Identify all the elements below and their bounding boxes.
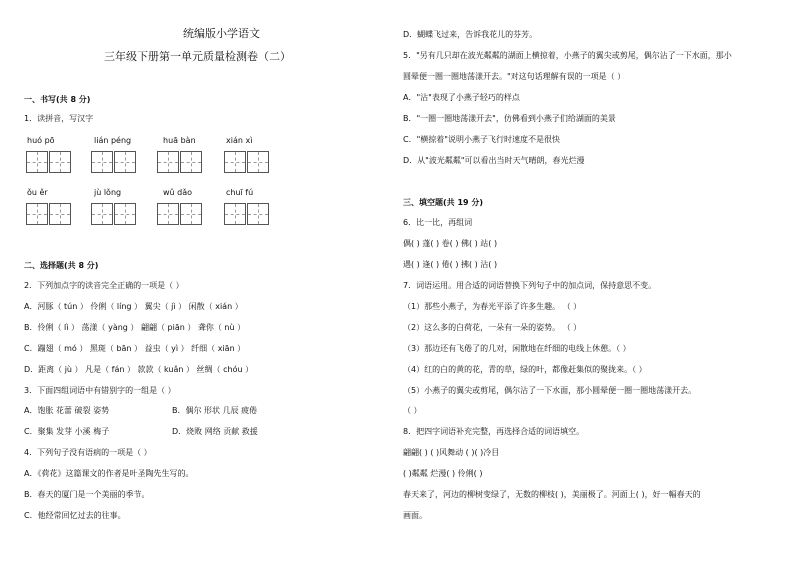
pinyin-2: lián péng [94,136,132,145]
q8-row1[interactable]: 翩翩( ) ( )风舞动 ( )( )冷目 [403,448,500,457]
q7-item-1[interactable]: （1）那些小燕子，为春光平添了许多生趣。 （ ） [403,302,582,311]
question-5-line2: 圆晕便一圈一圈地荡漾开去。"对这句话理解有误的一项是（ ） [403,72,626,81]
writing-box-6[interactable] [91,203,136,225]
q5-option-b[interactable]: B．"一圈一圈地荡漾开去"，仿佛看到小燕子们给湖面的美景 [403,114,616,123]
q4-option-c[interactable]: C．他经常回忆过去的往事。 [24,511,126,520]
question-4: 4．下列句子没有语病的一项是（ ） [24,448,152,457]
writing-box-2[interactable] [91,151,136,173]
q5-option-a[interactable]: A．"沾"表现了小燕子轻巧的样点 [403,93,520,102]
title-line2: 三年级下册第一单元质量检测卷（二） [104,50,291,63]
q3-option-d[interactable]: D．烧败 网络 贡献 救援 [172,427,258,436]
q2-option-a[interactable]: A．河豚（ tún ） 伶俐（ líng ） 翼尖（ jì ） 闲散（ xián ） [24,302,243,311]
question-1: 1．读拼音，写汉字 [24,114,94,123]
writing-box-4[interactable] [224,151,269,173]
q8-row2[interactable]: ( )粼粼 烂漫( ) 伶俐( ) [403,469,483,478]
pinyin-3: huā bàn [163,136,196,145]
q8-fill-line1[interactable]: 春天来了，河边的柳树变绿了，无数的柳枝( )，美丽极了。河面上( )，好一幅春天的 [403,490,701,499]
title-line1: 统编版小学语文 [183,27,260,40]
q4-option-a[interactable]: A．《荷花》这篇课文的作者是叶圣陶先生写的。 [24,469,194,478]
q5-option-d[interactable]: D．从"波光粼粼"可以看出当时天气晴朗，春光烂漫 [403,156,585,165]
q8-fill-line2: 画面。 [403,511,427,520]
writing-box-5[interactable] [26,203,71,225]
section2-heading: 二、选择题(共 8 分) [24,261,99,270]
pinyin-1: huó pō [27,136,55,145]
q4-option-b[interactable]: B．春天的厦门是一个美丽的季节。 [24,490,150,499]
question-5-line1: 5．"另有几只却在波光粼粼的湖面上横掠着，小燕子的翼尖或剪尾，偶尔沾了一下水面，那小 [403,51,732,60]
q3-option-c[interactable]: C．聚集 发芽 小溪 梅子 [24,427,110,436]
pinyin-5: ǒu ěr [27,188,48,197]
section3-heading: 三、填空题(共 19 分) [403,198,484,207]
section1-heading: 一、书写(共 8 分) [24,95,91,104]
question-3: 3．下面四组词语中有错别字的一组是（ ） [24,386,176,395]
pinyin-8: chuī fú [226,188,254,197]
q3-option-b[interactable]: B．偶尔 形状 几辰 疲倦 [172,406,258,415]
writing-box-7[interactable] [157,203,202,225]
pinyin-4: xián xì [226,136,253,145]
question-7: 7．词语运用。用合适的词语替换下列句子中的加点词，保持意思不变。 [403,281,657,290]
q2-option-d[interactable]: D．距离（ jù ） 凡是（ fán ） 款款（ kuǎn ） 丝绸（ chóu ） [24,365,254,374]
q7-item-5[interactable]: （5）小燕子的翼尖或剪尾，偶尔沾了一下水面，那小圆晕便一圈一圈地荡漾开去。 [403,386,697,395]
question-6: 6．比一比，再组词 [403,218,473,227]
q6-row2[interactable]: 遇( ) 逢( ) 倦( ) 拂( ) 沾( ) [403,260,498,269]
q7-item-4[interactable]: （4）红的白的黄的花，青的草，绿的叶，都像赶集似的聚拢来。（ ） [403,365,647,374]
q2-option-b[interactable]: B．伶俐（ lì ） 荡漾（ yàng ） 翩翩（ piān ） 聋你（ nù ） [24,323,246,332]
writing-box-1[interactable] [26,151,71,173]
q2-option-c[interactable]: C．蹦翅（ mó ） 黑斑（ bān ） 益虫（ yì ） 纤细（ xiān ） [24,344,246,353]
q3-option-a[interactable]: A．饱胀 花蕾 破裂 姿势 [24,406,110,415]
question-8: 8．把四字词语补充完整，再选择合适的词语填空。 [403,427,585,436]
writing-box-8[interactable] [224,203,269,225]
q7-item-3[interactable]: （3）那边还有飞倦了的几对，闲散地在纤细的电线上休憩。（ ） [403,344,631,353]
q7-item-2[interactable]: （2）这么多的白荷花，一朵有一朵的姿势。 （ ） [403,323,582,332]
q5-option-c[interactable]: C．"横掠着"说明小燕子飞行时速度不是很快 [403,135,560,144]
q6-row1[interactable]: 偶( ) 蓬( ) 卷( ) 佛( ) 站( ) [403,239,498,248]
question-2: 2．下列加点字的读音完全正确的一项是（ ） [24,281,184,290]
q4-option-d[interactable]: D．蝴蝶飞过来，告诉我花儿的芬芳。 [403,30,538,39]
q7-item-5-blank[interactable]: （ ） [403,406,422,415]
writing-box-3[interactable] [157,151,202,173]
pinyin-6: jù lǒng [94,188,122,197]
pinyin-7: wǔ dǎo [163,188,193,197]
